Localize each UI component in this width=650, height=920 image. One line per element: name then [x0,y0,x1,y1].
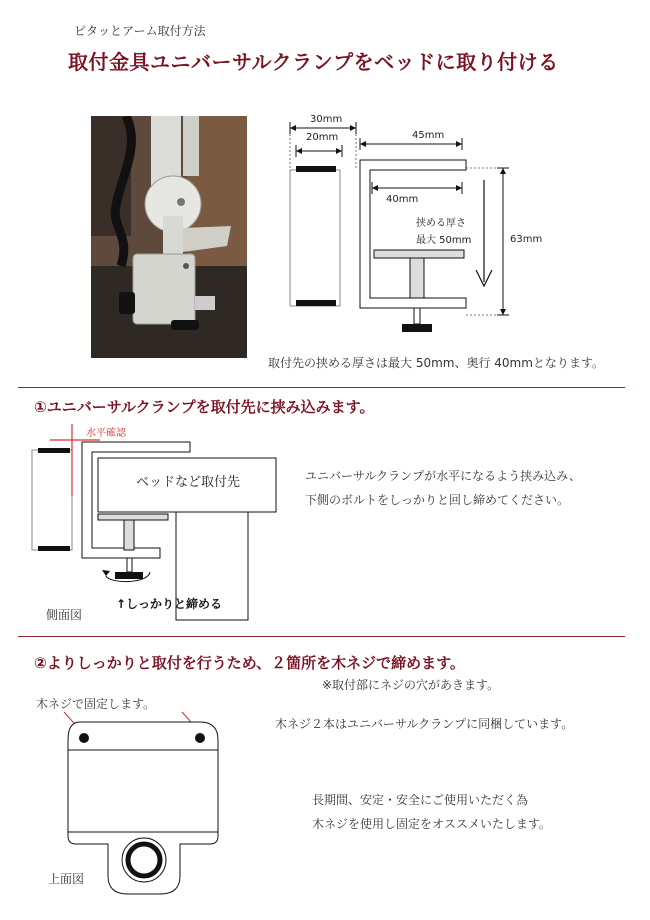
bed-label: ベッドなど取付先 [136,475,241,490]
dim-45-label: 45mm [412,130,445,141]
side-view-label: 側面図 [46,608,83,622]
section2-heading: ②よりしっかりと取付を行うため、２箇所を木ネジで締めます。 [34,654,465,672]
page-subtitle: ピタッとアーム取付方法 [74,24,206,38]
included-screws-note: 木ネジ２本はユニバーサルクランプに同梱しています。 [275,717,574,731]
section-divider [18,387,625,388]
dim-30-label: 30mm [310,114,343,125]
page-title: 取付金具ユニバーサルクランプをベッドに取り付ける [68,50,559,74]
hole-note: ※取付部にネジの穴があきます。 [322,678,500,692]
dimension-caption: 取付先の挟める厚さは最大 50mm、奥行 40mmとなります。 [268,356,604,370]
top-view-label: 上面図 [48,872,85,886]
clamp-photo-drawing [91,116,247,358]
instruction-line-1: ユニバーサルクランプが水平になるよう挟み込み、 [305,469,581,483]
screw-hole-icon [79,733,89,743]
safety-line-1: 長期間、安定・安全にご使用いただく為 [312,793,529,807]
section1-heading: ①ユニバーサルクランプを取付先に挟み込みます。 [34,398,375,416]
side-view-diagram [20,420,280,625]
tighten-label: ↑しっかりと締める [116,597,223,611]
section1-instructions [305,464,581,512]
dim-40-label: 40mm [386,194,419,205]
instruction-line-2: 下側のボルトをしっかりと回し締めてください。 [305,493,570,507]
screw-hole-icon [195,733,205,743]
safety-note [312,788,551,836]
thickness-label: 挟める厚さ [416,218,466,229]
dim-20-label: 20mm [306,132,339,143]
screw-label: 木ネジで固定します。 [36,697,156,711]
clamp-dimension-diagram [280,110,550,345]
safety-line-2: 木ネジを使用し固定をオススメいたします。 [312,817,551,831]
level-check-label: 水平確認 [86,428,126,439]
dim-63-label: 63mm [510,234,543,245]
clamp-photo [91,116,247,358]
thickness-max-label: 最大 50mm [416,235,472,246]
section-divider [18,636,625,637]
